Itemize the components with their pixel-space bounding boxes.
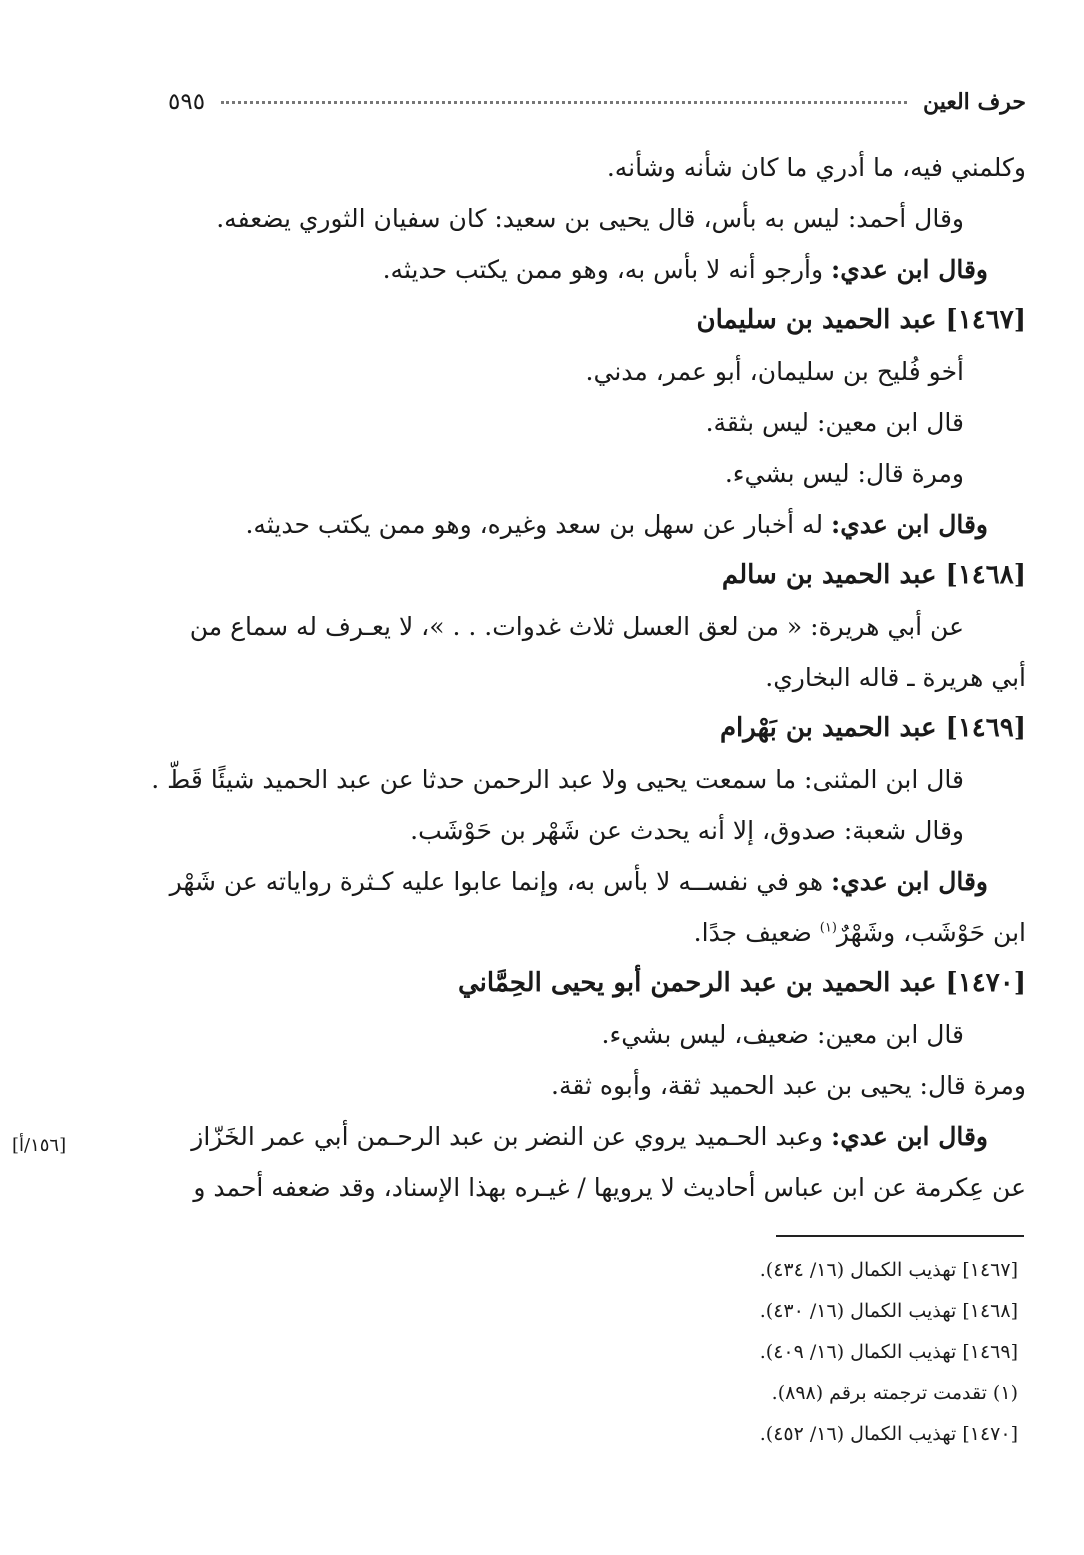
text-line: ابن حَوْشَب، وشَهْرٌ$^{(١)}$ ضعيف جدًا. [693, 918, 1026, 947]
footnote: (١) تقدمت ترجمته برقم (٨٩٨). [771, 1382, 1018, 1404]
text-line: وقال ابن عدي: هو في نفســه لا بأس به، وإنما عابوا عليه كـثرة رواياته عن شَهْر [169, 867, 988, 896]
text-line: وقال ابن عدي: وعبد الحـميد يروي عن النضر بن عبد الرحـمن أبي عمر الخَزّاز [191, 1122, 988, 1151]
entry-heading-1467: [١٤٦٧] عبد الحميد بن سليمان [696, 305, 1026, 335]
entry-heading-1469: [١٤٦٩] عبد الحميد بن بَهْرام [719, 713, 1026, 743]
text-line: ومرة قال: ليس بشيء. [724, 459, 964, 488]
manuscript-folio-ref: [١٥٦/أ] [12, 1135, 67, 1156]
text-line: قال ابن معين: ليس بثقة. [705, 408, 964, 437]
footnote: [١٤٧٠] تهذيب الكمال (١٦/ ٤٥٢). [759, 1423, 1018, 1445]
main-text [136, 142, 1026, 1213]
text-line: عن أبي هريرة: « من لعق العسل ثلاث غدوات. . . »، لا يعـرف له سماع من [189, 612, 964, 641]
page-number: ٥٩٥ [168, 89, 206, 115]
text-line: وقال ابن عدي: وأرجو أنه لا بأس به، وهو ممن يكتب حديثه. [382, 255, 988, 284]
text-line: وكلمني فيه، ما أدري ما كان شأنه وشأنه. [606, 153, 1026, 182]
entry-heading-1470: [١٤٧٠] عبد الحميد بن عبد الرحمن أبو يحيى الحِمَّاني [458, 968, 1026, 998]
text-line: أبي هريرة ـ قاله البخاري. [765, 663, 1026, 692]
ibn-adi-label: وقال ابن عدي: [831, 510, 988, 539]
footnote-separator [776, 1235, 1024, 1237]
footnotes [418, 1250, 1018, 1455]
text-line: قال ابن المثنى: ما سمعت يحيى ولا عبد الرحمن حدثا عن عبد الحميد شيئًا قَطّ . [151, 765, 964, 794]
footnote-marker: (١) [819, 920, 837, 936]
text-line: عن عِكرمة عن ابن عباس أحاديث لا يرويها / غيـره بهذا الإسناد، وقد ضعفه أحمد و [193, 1173, 1026, 1202]
text-line: وقال ابن عدي: له أخبار عن سهل بن سعد وغيره، وهو ممن يكتب حديثه. [245, 510, 988, 539]
text-line: ومرة قال: يحيى بن عبد الحميد ثقة، وأبوه ثقة. [551, 1071, 1026, 1100]
ibn-adi-label: وقال ابن عدي: [831, 867, 988, 896]
footnote: [١٤٦٧] تهذيب الكمال (١٦/ ٤٣٤). [759, 1259, 1018, 1281]
text-line: أخو فُليح بن سليمان، أبو عمر، مدني. [585, 357, 964, 386]
chapter-title: حرف العين [922, 89, 1026, 115]
footnote: [١٤٦٩] تهذيب الكمال (١٦/ ٤٠٩). [759, 1341, 1018, 1363]
footnote: [١٤٦٨] تهذيب الكمال (١٦/ ٤٣٠). [759, 1300, 1018, 1322]
entry-heading-1468: [١٤٦٨] عبد الحميد بن سالم [721, 560, 1026, 590]
ibn-adi-label: وقال ابن عدي: [831, 1122, 988, 1151]
ibn-adi-label: وقال ابن عدي: [831, 255, 988, 284]
text-line: وقال شعبة: صدوق، إلا أنه يحدث عن شَهْر بن حَوْشَب. [410, 816, 964, 845]
text-line: قال ابن معين: ضعيف، ليس بشيء. [601, 1020, 964, 1049]
text-line: وقال أحمد: ليس به بأس، قال يحيى بن سعيد: كان سفيان الثوري يضعفه. [216, 204, 964, 233]
header-rule [221, 101, 907, 104]
running-header [168, 84, 1026, 120]
